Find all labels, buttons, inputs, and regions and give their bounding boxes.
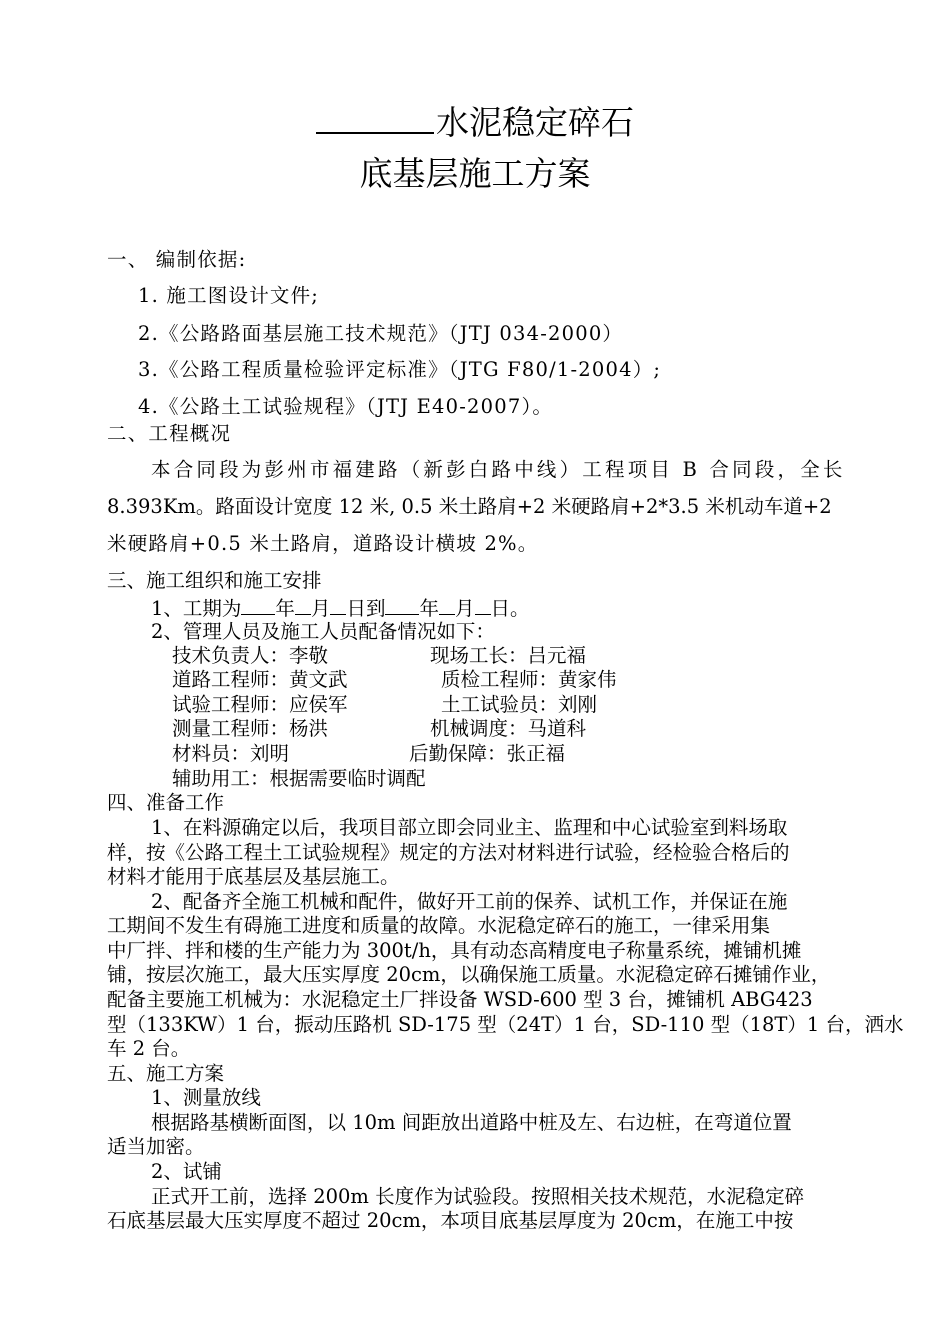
day-blank: [330, 594, 346, 615]
schedule-line: 1、工期为 年 月 日到 年 月 日。: [151, 594, 530, 622]
section3-heading: 三、施工组织和施工安排: [107, 569, 322, 592]
section5-heading: 五、施工方案: [107, 1062, 225, 1085]
staff-entry: 质检工程师：黄家伟: [441, 668, 617, 691]
staff-entry: 后勤保障：张正福: [409, 742, 566, 765]
document-title-line2: 底基层施工方案: [359, 154, 591, 193]
section1-heading: 一、 编制依据:: [107, 248, 247, 271]
staff-entry: 土工试验员：刘刚: [441, 693, 598, 716]
basis-item: 3.《公路工程质量检验评定标准》（JTG F80/1-2004）;: [138, 358, 662, 381]
overview-line: 本合同段为彭州市福建路（新彭白路中线）工程项目 B 合同段，全长: [151, 458, 846, 481]
staff-entry: 试验工程师：应侯军: [172, 693, 348, 716]
year-blank: [241, 594, 275, 615]
prep-line: 1、在料源确定以后，我项目部立即会同业主、监理和中心试验室到料场取: [151, 816, 788, 839]
staff-entry: 道路工程师：黄文武: [172, 668, 348, 691]
prep-line: 2、配备齐全施工机械和配件，做好开工前的保养、试机工作，并保证在施: [151, 890, 788, 913]
basis-item: 4.《公路土工试验规程》（JTJ E40-2007）。: [138, 395, 554, 418]
plan-line: 根据路基横断面图，以 10m 间距放出道路中桩及左、右边桩，在弯道位置: [151, 1111, 792, 1134]
staff-entry: 材料员：刘明: [172, 742, 290, 765]
section4-heading: 四、准备工作: [107, 791, 225, 814]
plan-subheading: 2、试铺: [151, 1160, 222, 1183]
plan-line: 石底基层最大压实厚度不超过 20cm，本项目底基层厚度为 20cm，在施工中按: [107, 1209, 794, 1232]
year-blank: [385, 594, 419, 615]
staff-intro: 2、管理人员及施工人员配备情况如下：: [151, 620, 495, 643]
plan-line: 适当加密。: [107, 1135, 205, 1158]
month-blank: [295, 594, 311, 615]
overview-line: 8.393Km。路面设计宽度 12 米, 0.5 米土路肩+2 米硬路肩+2*3.5 米机动车道+2: [107, 495, 832, 518]
prep-line: 配备主要施工机械为：水泥稳定土厂拌设备 WSD-600 型 3 台，摊铺机 ABG423: [107, 988, 813, 1011]
basis-item: 2.《公路路面基层施工技术规范》（JTJ 034-2000）: [138, 322, 624, 345]
prep-line: 中厂拌、拌和楼的生产能力为 300t/h，具有动态高精度电子称量系统，摊铺机摊: [107, 939, 802, 962]
section2-heading: 二、工程概况: [107, 422, 232, 445]
day-blank: [475, 594, 491, 615]
document-title-line1: 水泥稳定碎石: [0, 102, 950, 143]
overview-line: 米硬路肩+0.5 米土路肩，道路设计横坡 2%。: [107, 532, 539, 555]
prep-line: 工期间不发生有碍施工进度和质量的故障。水泥稳定碎石的施工，一律采用集: [107, 914, 771, 937]
staff-entry: 机械调度：马道科: [430, 717, 587, 740]
staff-entry: 现场工长：吕元福: [430, 644, 587, 667]
month-blank: [439, 594, 455, 615]
plan-line: 正式开工前，选择 200m 长度作为试验段。按照相关技术规范，水泥稳定碎: [151, 1185, 805, 1208]
basis-item: 1. 施工图设计文件;: [138, 284, 320, 307]
prep-line: 样，按《公路工程土工试验规程》规定的方法对材料进行试验，经检验合格后的: [107, 841, 790, 864]
prep-line: 铺，按层次施工，最大压实厚度 20cm，以确保施工质量。水泥稳定碎石摊铺作业，: [107, 963, 831, 986]
staff-entry: 测量工程师：杨洪: [172, 717, 329, 740]
title-blank: [316, 102, 434, 134]
staff-entry: 辅助用工：根据需要临时调配: [172, 767, 426, 790]
prep-line: 车 2 台。: [107, 1037, 191, 1060]
staff-entry: 技术负责人：李敬: [172, 644, 329, 667]
plan-subheading: 1、测量放线: [151, 1086, 261, 1109]
prep-line: 材料才能用于底基层及基层施工。: [107, 865, 400, 888]
prep-line: 型（133KW）1 台，振动压路机 SD-175 型（24T）1 台，SD-110 型（18T）1 台，洒水: [107, 1013, 904, 1036]
